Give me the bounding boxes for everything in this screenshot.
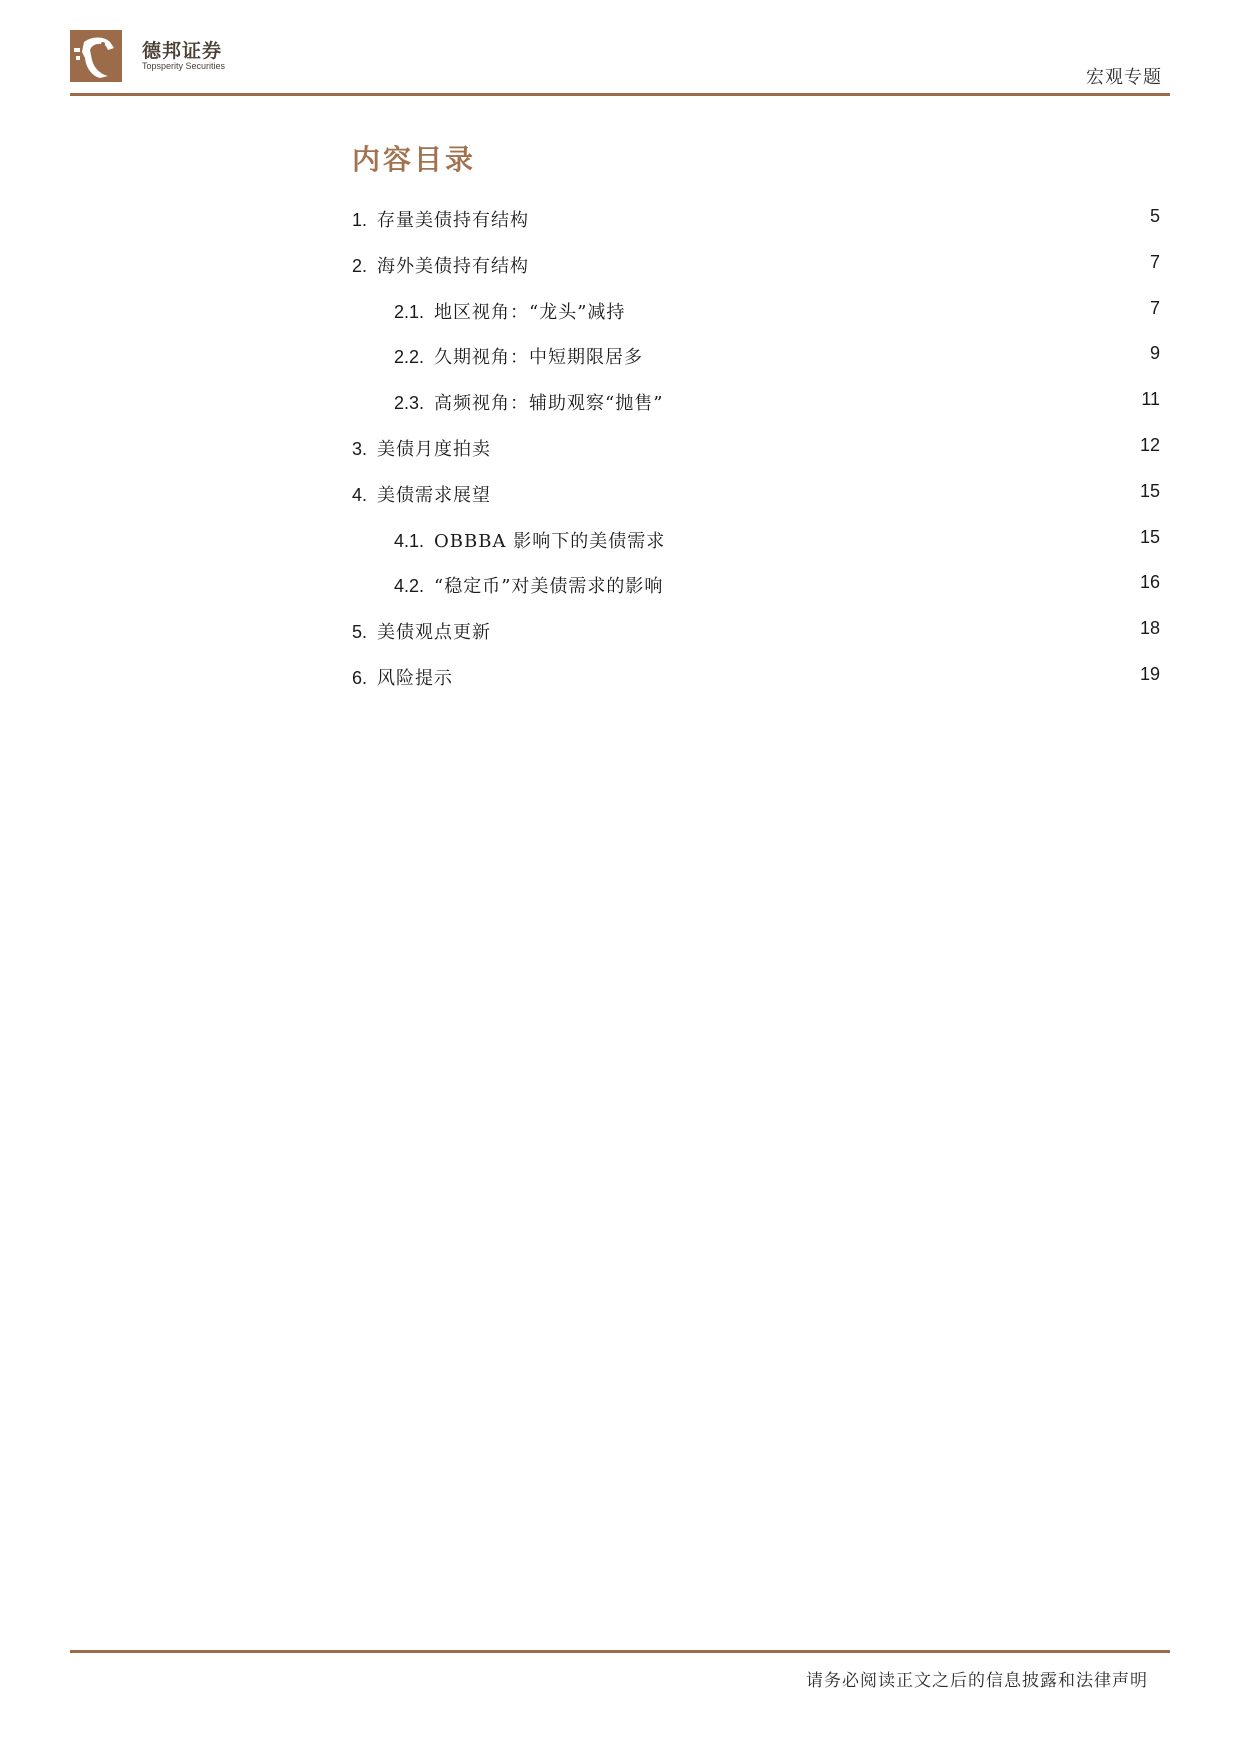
toc-entry-number: 5. — [352, 622, 368, 643]
toc-entry-page: 7 — [1149, 297, 1160, 318]
page-header — [70, 28, 1170, 98]
toc-entry[interactable] — [352, 298, 1160, 344]
toc-entry-number: 2.2. — [394, 347, 425, 368]
toc-entry-page: 5 — [1149, 206, 1160, 226]
toc-entry-title: 存量美债持有结构 — [377, 210, 530, 231]
footer-disclaimer: 请务必阅读正文之后的信息披露和法律声明 — [806, 1671, 1148, 1691]
toc-entry-number: 2. — [352, 255, 368, 276]
toc-title: 内容目录 — [352, 143, 477, 176]
toc-entry[interactable] — [352, 252, 1160, 298]
toc-entry-page: 12 — [1139, 434, 1160, 455]
toc-entry-number: 3. — [352, 438, 368, 459]
toc-entry-number: 4.1. — [394, 530, 425, 551]
company-logo — [70, 28, 230, 88]
toc-entry-page: 16 — [1139, 572, 1160, 593]
report-type: 宏观专题 — [1086, 67, 1162, 88]
toc-entry-number: 2.1. — [394, 301, 425, 322]
toc-entry-title: 地区视角：“龙头”减持 — [434, 301, 626, 323]
toc-entry-title: 美债观点更新 — [377, 622, 492, 644]
toc-entry-page: 9 — [1149, 343, 1160, 364]
toc-entry-title: 风险提示 — [377, 667, 454, 689]
toc-entry[interactable] — [352, 481, 1160, 527]
toc-entry-title: 美债月度拍卖 — [377, 438, 492, 460]
toc-entry-title: “稳定币”对美债需求的影响 — [434, 576, 664, 598]
toc-entry[interactable] — [352, 343, 1160, 389]
company-name-en: Topsperity Securities — [142, 61, 226, 71]
table-of-contents — [352, 206, 1160, 710]
toc-entry-title: 美债需求展望 — [377, 484, 492, 506]
toc-entry-title: 高频视角：辅助观察“抛售” — [434, 393, 664, 415]
topsperity-logo-icon — [70, 30, 122, 82]
company-name-cn: 德邦证券 — [142, 41, 223, 62]
toc-entry[interactable] — [352, 389, 1160, 435]
toc-entry[interactable] — [352, 664, 1160, 710]
toc-entry[interactable] — [352, 435, 1160, 481]
toc-entry[interactable] — [352, 572, 1160, 618]
toc-entry-page: 18 — [1139, 618, 1160, 639]
toc-entry-page: 15 — [1139, 526, 1160, 547]
toc-entry-number: 6. — [352, 667, 368, 688]
toc-entry[interactable] — [352, 618, 1160, 664]
toc-entry-number: 2.3. — [394, 393, 425, 414]
toc-entry[interactable] — [352, 206, 1160, 252]
toc-entry-page: 15 — [1139, 480, 1160, 501]
toc-entry-number: 4. — [352, 484, 368, 505]
toc-entry-title: 海外美债持有结构 — [377, 255, 530, 277]
toc-entry-page: 19 — [1139, 663, 1160, 684]
toc-entry-page: 7 — [1149, 251, 1160, 272]
toc-entry-number: 4.2. — [394, 576, 425, 597]
header-divider — [70, 93, 1170, 96]
toc-entry[interactable] — [352, 527, 1160, 573]
footer-divider — [70, 1650, 1170, 1653]
toc-entry-title: OBBBA 影响下的美债需求 — [434, 530, 666, 552]
toc-entry-number: 1. — [352, 210, 368, 230]
toc-entry-title: 久期视角：中短期限居多 — [434, 347, 644, 369]
toc-entry-page: 11 — [1141, 389, 1160, 410]
